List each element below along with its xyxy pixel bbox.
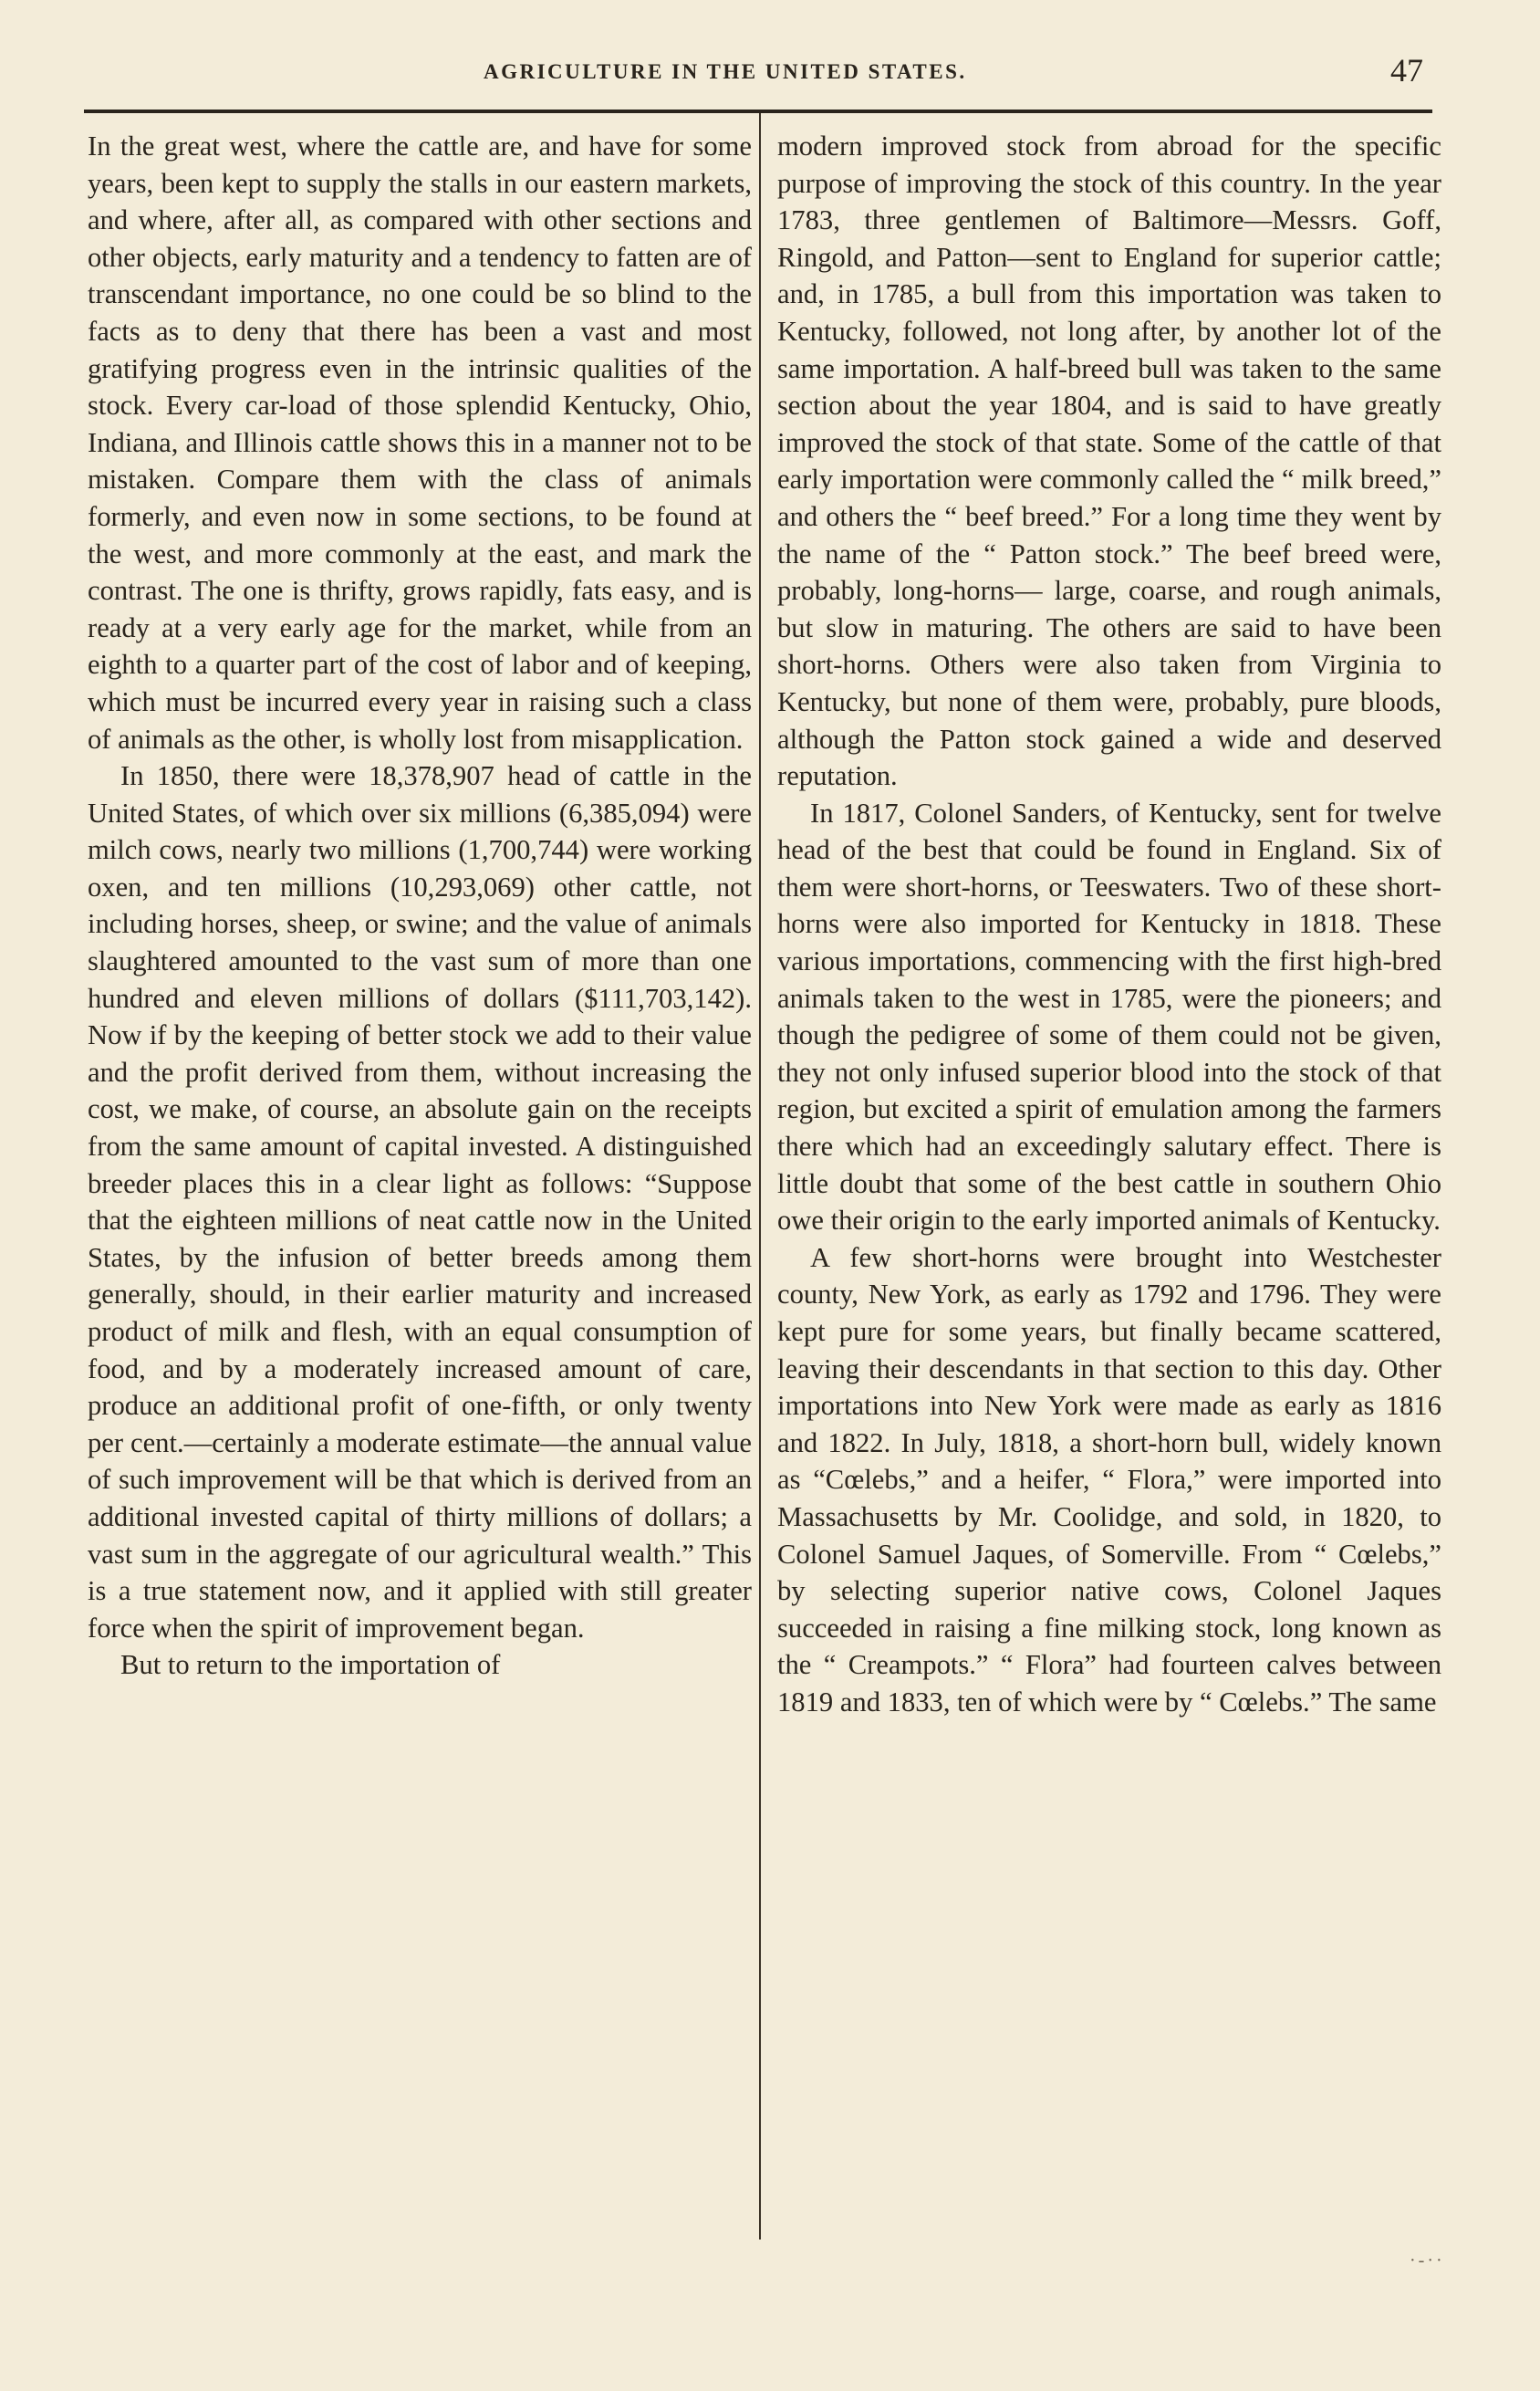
- page-number: 47: [1390, 52, 1423, 89]
- print-smudge: ·-··: [1410, 2250, 1445, 2271]
- column-divider: [759, 113, 761, 2240]
- paragraph: A few short-horns were brought into Westchester county, New York, as early as 1792 and 1796. They were kept pure for some years, but finally became scattered, leaving their descendants in that section to this day. Other importations into New York were made as early as 1816 and 1822. In July, 1818, a short-horn bull, widely known as “Cœlebs,” and a heifer, “ Flora,” were imported into Massachusetts by Mr. Coolidge, and sold, in 1820, to Colonel Samuel Jaques, of Somerville. From “ Cœlebs,” by selecting superior native cows, Colonel Jaques succeeded in raising a fine milking stock, long known as the “ Creampots.” “ Flora” had fourteen calves between 1819 and 1833, ten of which were by “ Cœlebs.” The same: [777, 1241, 1441, 1718]
- paragraph: In 1817, Colonel Sanders, of Kentucky, sent for twelve head of the best that could be found in England. Six of them were short-horns, or Teeswaters. Two of these short-horns were also imported for Kentucky in 1818. These various importations, commencing with the first high-bred animals taken to the west in 1785, were the pioneers; and though the pedigree of some of them could not be given, they not only infused superior blood into the stock of that region, but excited a spirit of emulation among the farmers there which had an exceedingly salutary effect. There is little doubt that some of the best cattle in southern Ohio owe their origin to the early imported animals of Kentucky.: [777, 797, 1441, 1237]
- paragraph: In the great west, where the cattle are, and have for some years, been kept to supply the stalls in our eastern markets, and where, after all, as compared with other sections and other objects, early maturity and a tendency to fatten are of transcendant importance, no one could be so blind to the facts as to deny that there has been a vast and most gratifying progress even in the intrinsic qualities of the stock. Every car-load of those splendid Kentucky, Ohio, Indiana, and Illinois cattle shows this in a manner not to be mistaken. Compare them with the class of animals formerly, and even now in some sections, to be found at the west, and more commonly at the east, and mark the contrast. The one is thrifty, grows rapidly, fats easy, and is ready at a very early age for the market, while from an eighth to a quarter part of the cost of labor and of keeping, which must be incurred every year in raising such a class of animals as the other, is wholly lost from misapplication.: [88, 131, 752, 755]
- page-header: [82, 52, 1460, 97]
- left-column: [88, 128, 752, 1684]
- paragraph: But to return to the importation of: [120, 1649, 501, 1681]
- right-column: [777, 128, 1441, 1721]
- header-rule: [84, 110, 1432, 113]
- running-head: AGRICULTURE IN THE UNITED STATES.: [484, 60, 967, 83]
- paragraph: In 1850, there were 18,378,907 head of cattle in the United States, of which over six millions (6,385,094) were milch cows, nearly two millions (1,700,744) were working oxen, and ten millions (10,293,069) other cattle, not including horses, sheep, or swine; and the value of animals slaughtered amounted to the vast sum of more than one hundred and eleven millions of dollars ($111,703,142). Now if by the keeping of better stock we add to their value and the profit derived from them, without increasing the cost, we make, of course, an absolute gain on the receipts from the same amount of capital invested. A distinguished breeder places this in a clear light as follows: “Suppose that the eighteen millions of neat cattle now in the United States, by the infusion of better breeds among them generally, should, in their earlier maturity and increased product of milk and flesh, with an equal consumption of food, and by a moderately increased amount of care, produce an additional profit of one-fifth, or only twenty per cent.—certainly a moderate estimate—the annual value of such improvement will be that which is derived from an additional invested capital of thirty millions of dollars; a vast sum in the aggregate of our agricultural wealth.” This is a true statement now, and it applied with still greater force when the spirit of improvement began.: [88, 760, 752, 1644]
- paragraph: modern improved stock from abroad for the specific purpose of improving the stock of this country. In the year 1783, three gentlemen of Baltimore—Messrs. Goff, Ringold, and Patton—sent to England for superior cattle; and, in 1785, a bull from this importation was taken to Kentucky, followed, not long after, by another lot of the same importation. A half-breed bull was taken to the same section about the year 1804, and is said to have greatly improved the stock of that state. Some of the cattle of that early importation were commonly called the “ milk breed,” and others the “ beef breed.” For a long time they went by the name of the “ Patton stock.” The beef breed were, probably, long-horns— large, coarse, and rough animals, but slow in maturing. The others are said to have been short-horns. Others were also taken from Virginia to Kentucky, but none of them were, probably, pure bloods, although the Patton stock gained a wide and deserved reputation.: [777, 131, 1441, 792]
